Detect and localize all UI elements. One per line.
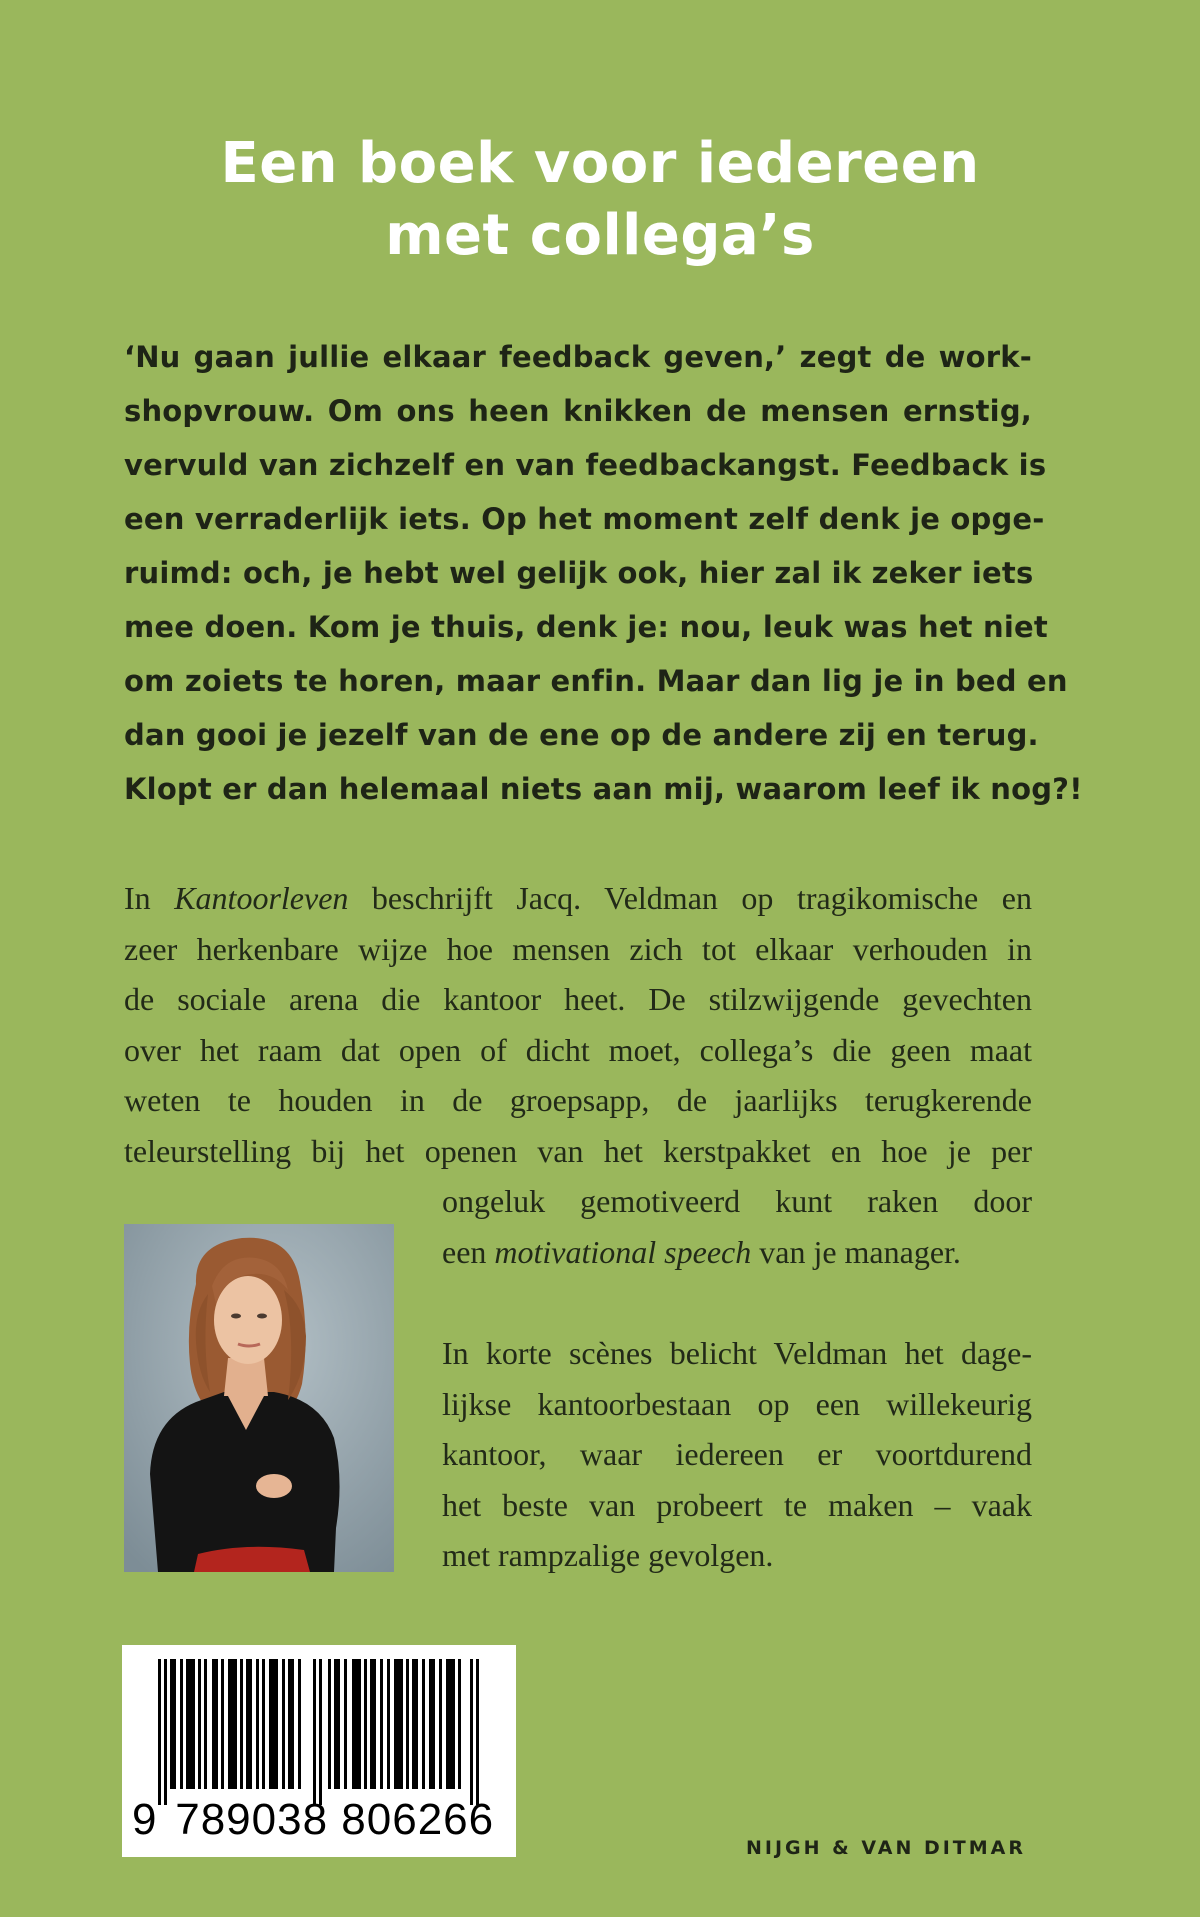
text-fragment: In (124, 880, 175, 916)
description-line: het beste van probeert te maken – vaak (442, 1486, 1032, 1523)
description-line (442, 1227, 1032, 1278)
barcode (122, 1645, 516, 1857)
description-line: de sociale arena die kantoor heet. De stilzwijgende gevechten (124, 981, 1032, 1017)
headline (0, 128, 1200, 272)
intro-line: vervuld van zichzelf en van feedbackangst. Feedback is (124, 448, 1047, 482)
text-fragment: een (442, 1233, 495, 1270)
intro-line: shopvrouw. Om ons heen knikken de mensen ernstig, (124, 394, 1032, 428)
description-paragraph-1 (124, 873, 1032, 1176)
isbn-group-1: 789038 (175, 1795, 329, 1844)
intro-line: een verraderlijk iets. Op het moment zelf denk je opge- (124, 502, 1045, 536)
description-line: lijkse kantoorbestaan op een willekeurig (442, 1385, 1032, 1422)
description-line (124, 873, 1032, 924)
description-line: In korte scènes belicht Veldman het dage- (442, 1335, 1032, 1371)
intro-quote (124, 330, 1083, 816)
isbn-digits (132, 1795, 512, 1845)
description-line: zeer herkenbare wijze hoe mensen zich tot elkaar verhouden in (124, 930, 1032, 967)
headline-line-1: Een boek voor iedereen (220, 131, 980, 196)
publisher-name: NIJGH & VAN DITMAR (746, 1837, 1027, 1859)
isbn-group-2: 806266 (341, 1795, 495, 1844)
intro-line: ruimd: och, je hebt wel gelijk ook, hier zal ik zeker iets (124, 556, 1034, 590)
text-fragment: beschrijft Jacq. Veldman op tragikomische en (348, 880, 1033, 916)
description-paragraph-2 (442, 1328, 1032, 1581)
intro-line: ‘Nu gaan jullie elkaar feedback geven,’ zegt de work- (124, 340, 1032, 374)
author-photo (124, 1224, 394, 1572)
intro-line: mee doen. Kom je thuis, denk je: nou, leuk was het niet (124, 610, 1048, 644)
text-fragment: van je manager. (751, 1233, 961, 1270)
description-line: ongeluk gemotiveerd kunt raken door (442, 1183, 1032, 1219)
description-line: teleurstelling bij het openen van het kerstpakket en hoe je per (124, 1132, 1032, 1169)
description-line: over het raam dat open of dicht moet, collega’s die geen maat (124, 1031, 1032, 1068)
description-line: weten te houden in de groepsapp, de jaarlijks terugkerende (124, 1082, 1032, 1118)
barcode-bars (158, 1659, 482, 1805)
intro-line: dan gooi je jezelf van de ene op de andere zij en terug. (124, 718, 1039, 752)
headline-line-2: met collega’s (385, 203, 815, 268)
italic-phrase: motivational speech (494, 1233, 752, 1270)
isbn-first-digit: 9 (132, 1795, 158, 1844)
intro-line: om zoiets te horen, maar enfin. Maar dan lig je in bed en (124, 664, 1068, 698)
description-line: met rampzalige gevolgen. (442, 1537, 774, 1573)
description-line: kantoor, waar iedereen er voortdurend (442, 1436, 1032, 1472)
intro-line: Klopt er dan helemaal niets aan mij, waarom leef ik nog?! (124, 772, 1083, 806)
book-title-italic: Kantoorleven (174, 880, 349, 916)
description-paragraph-1-wrap (442, 1176, 1032, 1277)
